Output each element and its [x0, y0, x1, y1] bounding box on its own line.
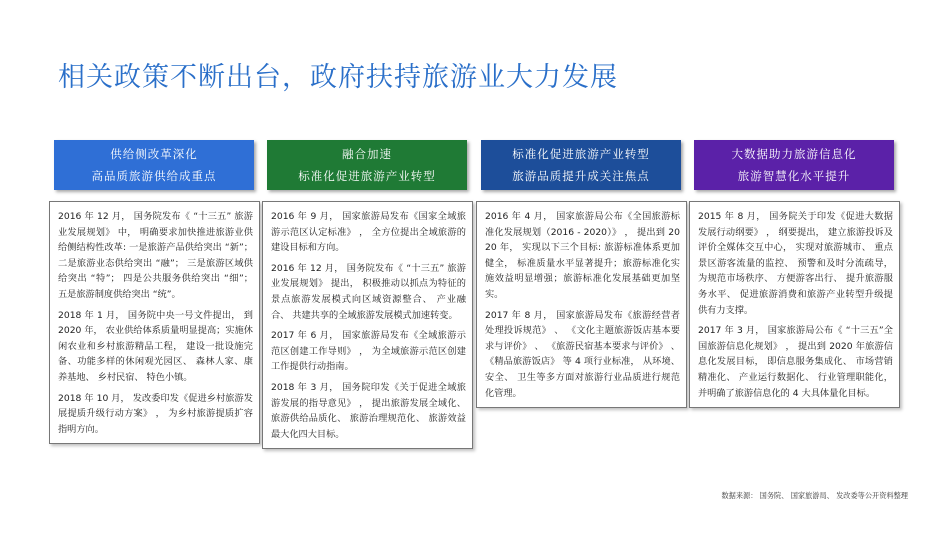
- policy-paragraph: 2016 年 4 月， 国家旅游局公布《全国旅游标准化发展规划（2016 - 2020）》 ， 提出到 2020 年， 实现以下三个目标: 旅游标准体系更加健全， 标准质量水平显著提升；旅游标准化实施效益明显增强；旅游标准化发展基础更加坚实。: [485, 211, 680, 300]
- policy-paragraph: 2015 年 8 月， 国务院关于印发《促进大数据发展行动纲要》 ， 纲要提出， 建立旅游投诉及评价全媒体交互中心， 实现对旅游城市、 重点景区游客流量的监控、 预警和及时分流疏导， 为规范市场秩序、 方便游客出行、 提升旅游服务水平、 促进旅游消费和旅游产业转型升级提供有力支撑。: [698, 211, 893, 316]
- policy-column-supply-side: [54, 140, 254, 435]
- column-header-line2: 高品质旅游供给成重点: [91, 169, 217, 183]
- column-header-line1: 融合加速: [342, 147, 392, 161]
- policy-paragraph: 2016 年 12 月， 国务院发布《 “十三五” 旅游业发展规划》 中， 明确要求加快推进旅游业供给侧结构性改革: 一是旅游产品供给突出 “新”； 二是旅游业态供给突出 “融”； 三是旅游区域供给突出 “特”； 四是公共服务供给突出 “细”； 五是旅游制度供给突出 “统”。: [58, 211, 253, 300]
- column-header-line1: 标准化促进旅游产业转型: [512, 147, 650, 161]
- column-header-line2: 旅游智慧化水平提升: [737, 169, 851, 183]
- column-body: [476, 201, 687, 408]
- column-header: [54, 140, 254, 190]
- policy-paragraph: 2017 年 8 月， 国家旅游局发布《旅游经营者处理投诉规范》 、 《文化主题旅游饭店基本要求与评价》 、 《旅游民宿基本要求与评价》 、 《精品旅游饭店》 等 4 项行业标准， 从环境、安全、 卫生等多方面对旅游行业品质进行规范化管理。: [485, 309, 680, 399]
- column-header: [481, 140, 681, 190]
- policy-column-big-data: [694, 140, 894, 399]
- page-title: 相关政策不断出台，政府扶持旅游业大力发展: [58, 62, 618, 93]
- column-body: [49, 201, 260, 444]
- column-header: [267, 140, 467, 190]
- data-source-note: 数据来源： 国务院、 国家旅游局、 发改委等公开资料整理: [721, 491, 908, 500]
- policy-paragraph: 2018 年 1 月， 国务院中央一号文件提出， 到 2020 年， 农业供给体系质量明显提高；实施休闲农业和乡村旅游精品工程， 建设一批设施完备、功能多样的休闲观光园区、 森林人家、康养基地、 乡村民宿、 特色小镇。: [58, 309, 253, 383]
- policy-paragraph: 2017 年 3 月， 国家旅游局公布《 “十三五”全国旅游信息化规划》 ， 提出到 2020 年旅游信息化发展目标， 即信息服务集成化、 市场营销精准化、 产业运行数据化、 行业管理职能化， 并明确了旅游信息化的 4 大具体量化目标。: [698, 325, 893, 399]
- policy-paragraph: 2016 年 12 月， 国务院发布《 “十三五” 旅游业发展规划》 提出， 积极推动以抓点为特征的景点旅游发展模式向区域资源整合、 产业融合、 共建共享的全域旅游发展模式加速转变。: [271, 262, 466, 321]
- policy-paragraph: 2016 年 9 月， 国家旅游局发布《国家全域旅游示范区认定标准》 ， 全方位提出全域旅游的建设目标和方向。: [271, 211, 466, 254]
- column-body: [262, 201, 473, 449]
- policy-paragraph: 2018 年 3 月， 国务院印发《关于促进全域旅游发展的指导意见》 ， 提出旅游发展全域化、 旅游供给品质化、 旅游治理规范化、 旅游效益最大化四大目标。: [271, 381, 466, 440]
- column-header-line2: 旅游品质提升成关注焦点: [512, 169, 650, 183]
- policy-column-standardization: [481, 140, 681, 399]
- policy-column-integration: [267, 140, 467, 440]
- policy-paragraph: 2017 年 6 月， 国家旅游局发布《全域旅游示范区创建工作导则》 ， 为全域旅游示范区创建工作提供行动指南。: [271, 330, 466, 373]
- policy-paragraph: 2018 年 10 月， 发改委印发《促进乡村旅游发展提质升级行动方案》 ， 为乡村旅游提质扩容指明方向。: [58, 392, 253, 435]
- column-body: [689, 201, 900, 408]
- column-header-line1: 供给侧改革深化: [110, 147, 198, 161]
- column-header: [694, 140, 894, 190]
- column-header-line2: 标准化促进旅游产业转型: [298, 169, 436, 183]
- column-header-line1: 大数据助力旅游信息化: [731, 147, 857, 161]
